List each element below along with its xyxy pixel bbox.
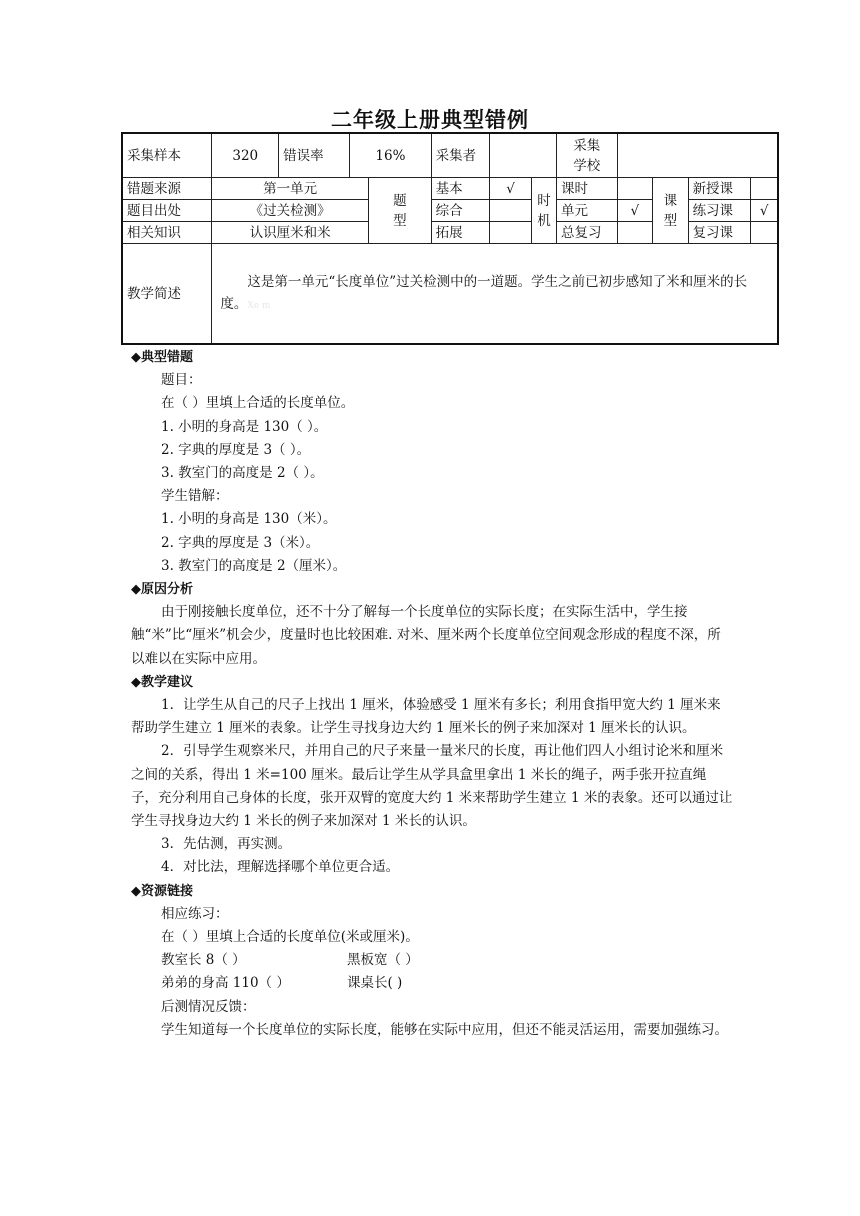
feedback-label: 后测情况反馈： — [161, 998, 256, 1015]
source-value: 第一单元 — [212, 178, 369, 200]
origin-label: 题目出处 — [122, 200, 212, 222]
lesson-type-label: 课 型 — [653, 178, 689, 244]
timing-option-lesson: 课时 — [557, 178, 618, 200]
lesson-option-practice: 练习课 — [688, 200, 751, 222]
info-table — [121, 132, 779, 345]
lesson-mark-review — [751, 222, 778, 244]
timing-option-unit: 单元 — [557, 200, 618, 222]
typical-line: 学生错解： — [161, 488, 229, 505]
origin-value: 《过关检测》 — [212, 200, 369, 222]
typical-line: 1. 小明的身高是 130（ ）。 — [161, 418, 328, 435]
practice-prompt: 在（ ）里填上合适的长度单位(米或厘米)。 — [161, 929, 419, 946]
school-value — [617, 133, 778, 178]
school-label: 采集 学校 — [557, 133, 618, 178]
qtype-option-combined: 综合 — [431, 200, 489, 222]
lesson-mark-practice: √ — [751, 200, 778, 222]
lesson-option-review: 复习课 — [688, 222, 751, 244]
section-heading-cause: ◆原因分析 — [131, 582, 193, 598]
timing-label: 时 机 — [531, 178, 556, 244]
advice-item: 1．让学生从自己的尺子上找出 1 厘米，体验感受 1 厘米有多长；利用食指甲宽大约 1 厘米来帮助学生建立 1 厘米的表象。让学生寻找身边大约 1 厘米长的例子来加深对 1 厘米长的认识。 — [131, 697, 721, 737]
error-rate-label: 错误率 — [279, 133, 350, 178]
sample-label: 采集样本 — [122, 133, 212, 178]
section-heading-advice: ◆教学建议 — [131, 674, 193, 690]
practice-item: 课桌长( ) — [347, 975, 403, 992]
collector-value — [490, 133, 557, 178]
typical-line: 1. 小明的身高是 130（米）。 — [161, 511, 337, 528]
section-heading-resources: ◆资源链接 — [131, 883, 193, 899]
source-label: 错题来源 — [122, 178, 212, 200]
timing-mark-review — [617, 222, 653, 244]
error-rate-value: 16% — [350, 133, 431, 178]
section-heading-typical: ◆典型错题 — [131, 350, 193, 365]
timing-mark-unit: √ — [617, 200, 653, 222]
feedback-text: 学生知道每一个长度单位的实际长度，能够在实际中应用，但还不能灵活运用，需要加强练习。 — [161, 1021, 728, 1038]
practice-item: 黑板宽（ ） — [347, 952, 419, 969]
qtype-mark-combined — [490, 200, 532, 222]
timing-option-review: 总复习 — [557, 222, 618, 244]
lesson-option-new: 新授课 — [688, 178, 751, 200]
page-title: 二年级上册典型错例 — [331, 108, 529, 132]
lesson-mark-new — [751, 178, 778, 200]
summary-watermark: Xe m — [247, 300, 271, 311]
typical-line: 2. 字典的厚度是 3（米）。 — [161, 534, 320, 551]
qtype-mark-extended — [490, 222, 532, 244]
practice-item: 弟弟的身高 110（ ） — [161, 975, 290, 992]
qtype-option-extended: 拓展 — [431, 222, 489, 244]
qtype-mark-basic: √ — [490, 178, 532, 200]
qtype-option-basic: 基本 — [431, 178, 489, 200]
advice-item: 3．先估测，再实测。 — [161, 836, 292, 853]
typical-line: 题目： — [161, 372, 202, 389]
advice-item: 2．引导学生观察米尺，并用自己的尺子来量一量米尺的长度，再让他们四人小组讨论米和厘米之间的关系，得出 1 米=100 厘米。最后让学生从学具盒里拿出 1 米长的绳子，两手张开拉直绳子，充分利用自己身体的长度，张开双臂的宽度大约 1 米来帮助学生建立 1 米的表象。还可以通过让学生寻找身边大约 1 米长的例子来加深对 1 米长的认识。 — [131, 743, 733, 830]
typical-line: 3. 教室门的高度是 2（厘米）。 — [161, 557, 347, 574]
sample-value: 320 — [212, 133, 279, 178]
practice-item: 教室长 8（ ） — [161, 952, 246, 969]
knowledge-label: 相关知识 — [122, 222, 212, 244]
content-body — [131, 346, 733, 1042]
typical-line: 在（ ）里填上合适的长度单位。 — [161, 395, 355, 412]
practice-label: 相应练习： — [161, 905, 229, 922]
typical-line: 3. 教室门的高度是 2（ ）。 — [161, 465, 324, 482]
typical-line: 2. 字典的厚度是 3（ ）。 — [161, 441, 311, 458]
qtype-label: 题 型 — [368, 178, 431, 244]
advice-item: 4．对比法，理解选择哪个单位更合适。 — [161, 859, 400, 876]
summary-cell — [212, 244, 778, 345]
summary-text: 这是第一单元“长度单位”过关检测中的一道题。学生之前已初步感知了米和厘米的长度。 — [220, 273, 748, 312]
knowledge-value: 认识厘米和米 — [212, 222, 369, 244]
summary-label: 教学简述 — [122, 244, 212, 345]
timing-mark-lesson — [617, 178, 653, 200]
practice-pair-row — [131, 972, 733, 995]
practice-pair-row — [131, 949, 733, 972]
cause-paragraph: 由于刚接触长度单位，还不十分了解每一个长度单位的实际长度；在实际生活中，学生接触“米”比“厘米”机会少，度量时也比较困难. 对米、厘米两个长度单位空间观念形成的程度不深，所以难以在实际中应用。 — [131, 604, 721, 667]
collector-label: 采集者 — [431, 133, 489, 178]
